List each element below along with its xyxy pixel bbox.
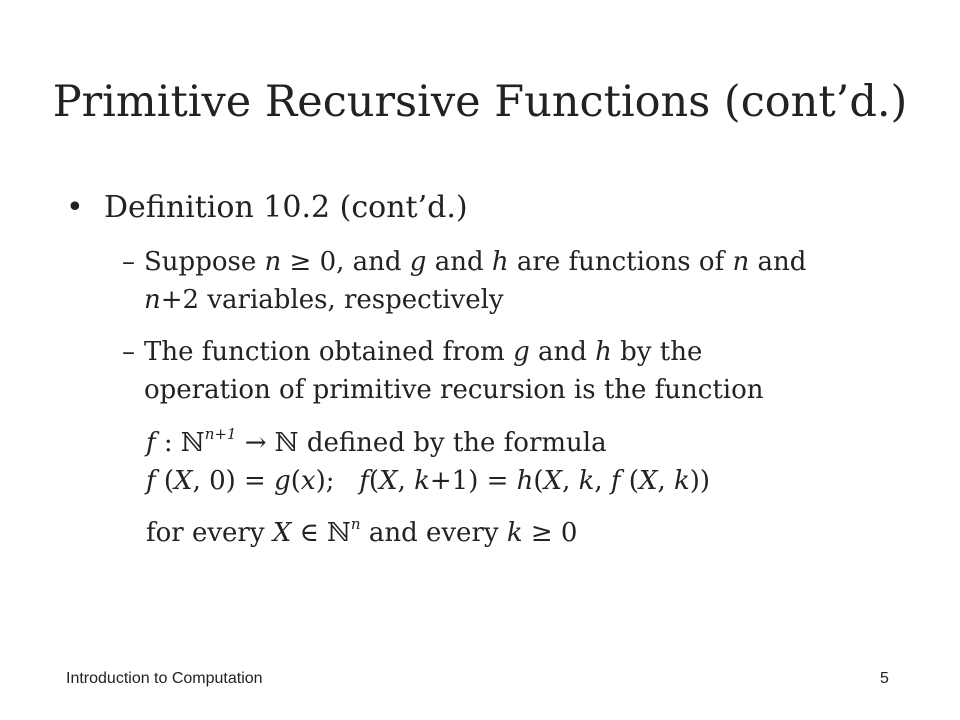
footer-course-title: Introduction to Computation: [66, 670, 263, 687]
footer-page-number: 5: [880, 670, 889, 687]
slide-title: Primitive Recursive Functions (cont’d.): [52, 77, 908, 127]
bullet-text: Definition 10.2 (cont’d.): [104, 190, 468, 225]
subbullet-line: The function obtained from g and h by the: [144, 337, 703, 367]
bullet-dot: •: [66, 190, 84, 225]
subbullet-suppose: [122, 243, 864, 319]
function-signature: f : ℕ$^{n+1}$ → ℕ defined by the formula: [146, 425, 607, 458]
subbullet-line: operation of primitive recursion is the function: [144, 375, 764, 405]
bullet-definition: [66, 188, 468, 228]
subbullet-line: Suppose n ≥ 0, and g and h are functions of n and: [144, 247, 807, 277]
subbullet-text: [144, 333, 864, 409]
quantifier-line: for every X ∈ ℕ$^n$ and every k ≥ 0: [146, 515, 578, 548]
dash-marker: –: [122, 247, 135, 277]
subbullet-line: n+2 variables, respectively: [144, 285, 504, 315]
subbullet-text: [144, 243, 864, 319]
formula-block: [146, 424, 710, 500]
dash-marker: –: [122, 337, 135, 367]
subbullet-function: [122, 333, 864, 409]
recursion-formula: f (X, 0) = g(x); f(X, k+1) = h(X, k, f (X, k)): [146, 466, 711, 496]
